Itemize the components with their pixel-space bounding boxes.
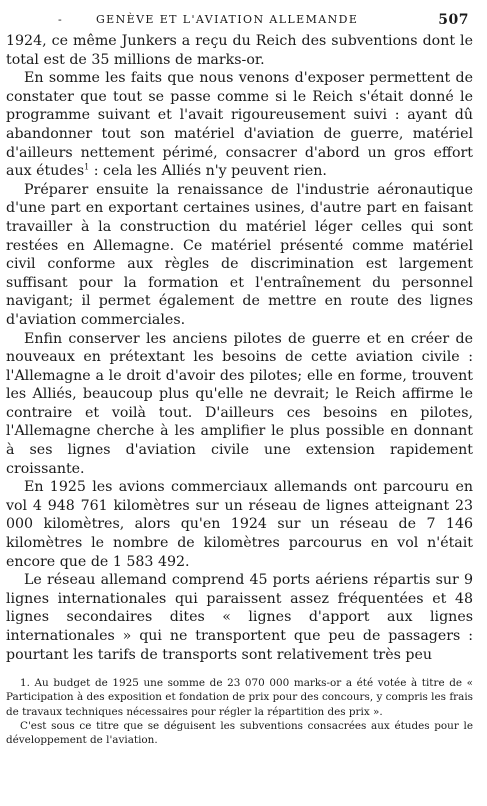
header-dash: - [58,13,64,26]
footnote-reference: 1 [84,162,90,172]
body-text [6,32,473,664]
paragraph-2-tail: : cela les Alliés n'y peuvent rien. [89,163,327,180]
paragraph-6: Le réseau allemand comprend 45 ports aériens répartis sur 9 lignes internationales qui paraissent assez fréquentées et 48 lignes secondaires dites « lignes d'apport aux lignes internationales » qui ne transportent que peu de passagers : pourtant les tarifs de transports sont relativement très peu [6,572,473,663]
footnote-1: 1. Au budget de 1925 une somme de 23 070 000 marks-or a été votée à titre de « Participation à des exposition et fondation de prix pour des concours, y compris les frais de travaux techniques nécessaires pour régler la répartition des prix ». [6,677,473,718]
page-number: 507 [438,12,469,28]
footnotes [6,676,473,747]
header-title: GENÈVE ET L'AVIATION ALLEMANDE [96,13,359,26]
paragraph-2-text: En somme les faits que nous venons d'exposer permettent de constater que tout se passe comme si le Reich s'était donné le programme suivant et l'avait rigoureusement suivi : ayant dû abandonner tout son matériel d'aviation de guerre, matériel d'ailleurs nettement périmé, consacrer d'abord un gros effort aux études [6,70,473,180]
footnote-1-continuation: C'est sous ce titre que se déguisent les subventions consacrées aux études pour le développement de l'aviation. [6,719,473,746]
paragraph-4: Enfin conserver les anciens pilotes de guerre et en créer de nouveaux en prétextant les besoins de cette aviation civile : l'Allemagne a le droit d'avoir des pilotes; elle en forme, trouvent les Alliés, beaucoup plus qu'elle ne devrait; le Reich affirme le contraire et voilà tout. D'ailleurs ces besoins en pilotes, l'Allemagne cherche à les amplifier le plus possible en donnant à ses lignes d'aviation civile une extension rapidement croissante. [6,330,473,477]
paragraph-5: En 1925 les avions commerciaux allemands ont parcouru en vol 4 948 761 kilomètres sur un réseau de lignes atteignant 23 000 kilomètres, alors qu'en 1924 sur un réseau de 7 146 kilomètres le nombre de kilomètres parcourus en vol n'était encore que de 1 583 492. [6,479,473,570]
paragraph-3: Préparer ensuite la renaissance de l'industrie aéronautique d'une part en exportant certaines usines, d'autre part en faisant travailler à la construction du matériel léger celles qui sont restées en Allemagne. Ce matériel présenté comme matériel civil conforme aux règles de discrimination est largement suffisant pour la formation et l'entraînement du personnel navigant; il permet également de mettre en route des lignes d'aviation commerciales. [6,181,473,328]
running-header [6,8,473,32]
paragraph-1: 1924, ce même Junkers a reçu du Reich des subventions dont le total est de 35 millions de marks-or. [6,33,473,68]
paragraph-2 [6,69,473,181]
